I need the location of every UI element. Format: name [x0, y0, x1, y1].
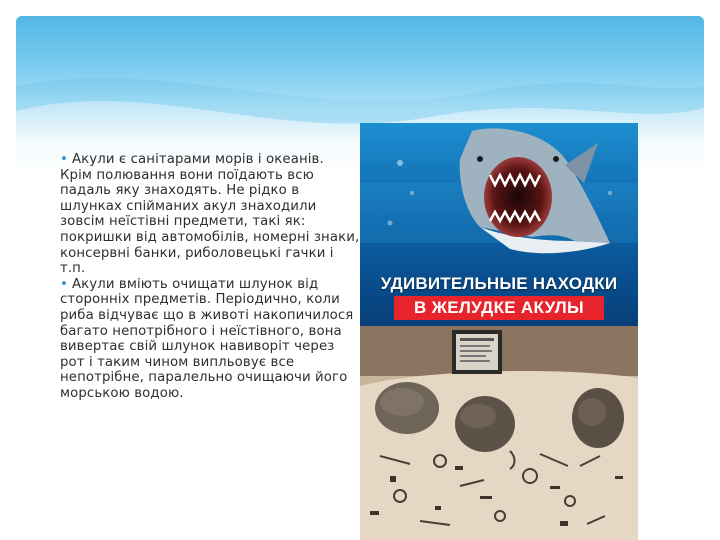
bullet-icon: • [60, 276, 68, 292]
paragraph-2-text: Акули вміють очищати шлунок від сторонніх предметів. Періодично, коли риба відчуває що в животі накопичилося багато непотрібного і неїстівного, вона вивертає свій шлунок навиворіт через рот і таким чином випльовує все непотрібне, паралельно очищаючи його морською водою. [60, 276, 354, 401]
shark-caption-line1: УДИВИТЕЛЬНЫЕ НАХОДКИ [380, 274, 618, 293]
stomach-contents-photo [360, 326, 638, 540]
paragraph-2 [60, 277, 360, 402]
body-text [60, 152, 360, 402]
bullet-icon: • [60, 152, 68, 167]
shark-photo [360, 123, 638, 326]
paragraph-1 [60, 152, 360, 277]
shark-caption-line2: В ЖЕЛУДКЕ АКУЛЫ [394, 296, 604, 320]
stomach-contents-illustration [360, 326, 638, 540]
paragraph-1-text: Акули є санітарами морів і океанів. Крім полювання вони поїдають всю падаль яку знаходять. Не рідко в шлунках спійманих акул знаходили зовсім неїстівні предмети, такі як: покришки від автомобілів, номерні знаки, консервні банки, риболовецькі гачки і т.п. [60, 152, 360, 277]
